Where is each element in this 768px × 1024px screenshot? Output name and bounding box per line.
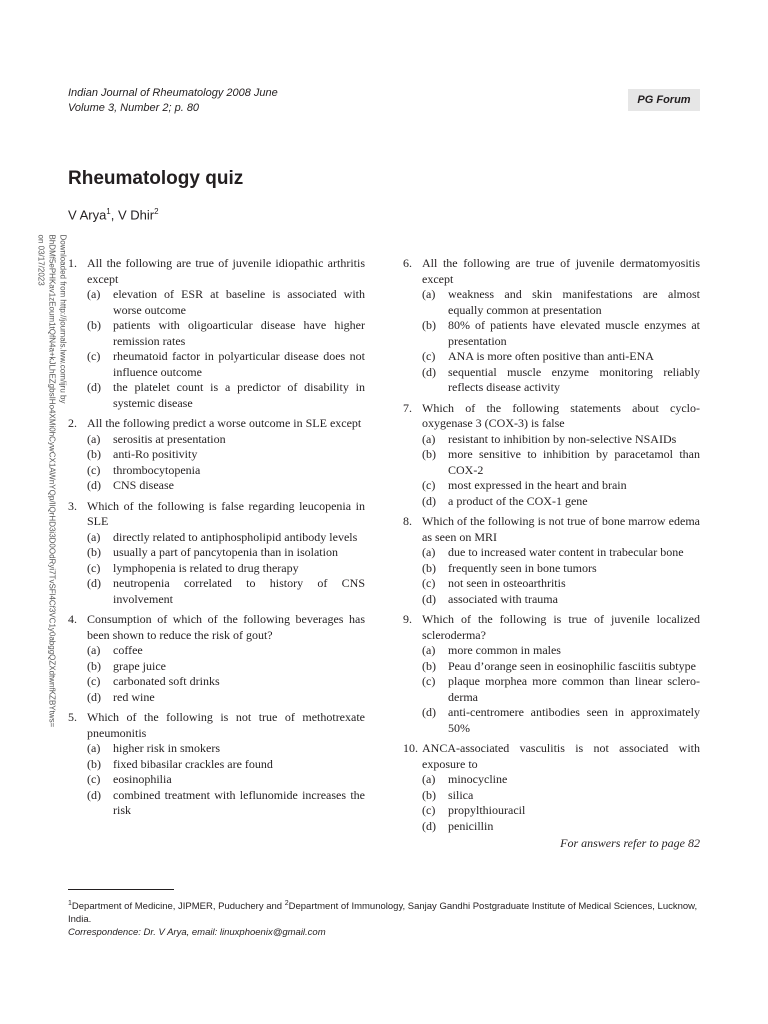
answer-option — [403, 705, 700, 736]
option-text: patients with oligoarticular disease have higher remission rates — [113, 318, 365, 348]
option-label: (d) — [422, 818, 436, 833]
option-label: (b) — [87, 318, 101, 332]
option-label: (b) — [87, 545, 101, 559]
option-label: (a) — [87, 287, 101, 301]
option-label: (d) — [87, 478, 101, 492]
option-text: higher risk in smokers — [113, 741, 220, 755]
quiz-question — [68, 612, 365, 705]
questions-column-right — [403, 256, 700, 839]
affiliation-text: Department of Immunology, Sanjay Gandhi Postgraduate Institute of Medical Sciences, Lucknow, India. — [68, 901, 698, 926]
answer-option — [403, 287, 700, 318]
option-text: usually a part of pancytopenia than in isolation — [113, 545, 338, 559]
affiliation-marker: 1 — [106, 207, 111, 216]
answer-option — [403, 365, 700, 396]
option-label: (b) — [87, 447, 101, 461]
option-label: (a) — [87, 741, 101, 755]
answer-option — [68, 530, 365, 546]
option-text: a product of the COX-1 gene — [448, 493, 588, 508]
answer-option — [68, 318, 365, 349]
option-text: directly related to antiphospholipid antibody levels — [113, 529, 358, 544]
question-text: All the following are true of juvenile dermatomyositis except — [422, 256, 700, 286]
option-label: (d) — [422, 705, 436, 719]
answer-option — [68, 772, 365, 788]
question-number: 9. — [403, 612, 412, 626]
option-text: Peau d’orange seen in eosinophilic fasciitis subtype — [448, 658, 696, 673]
option-text: due to increased water content in trabecular bone — [448, 545, 684, 559]
option-text: red wine — [113, 689, 155, 704]
question-number: 1. — [68, 256, 77, 270]
option-label: (a) — [87, 431, 101, 446]
question-number: 7. — [403, 400, 412, 415]
answer-option — [403, 659, 700, 675]
question-text: Which of the following is true of juvenile localized scleroderma? — [422, 612, 700, 642]
option-text: weakness and skin manifestations are almost equally common at presentation — [448, 287, 700, 317]
question-text: All the following are true of juvenile idiopathic arthritis except — [87, 256, 365, 286]
option-label: (c) — [87, 560, 101, 575]
option-text: more common in males — [448, 643, 561, 657]
option-text: thrombocytopenia — [113, 462, 201, 477]
option-label: (d) — [422, 493, 436, 508]
journal-volume-line: Volume 3, Number 2; p. 80 — [68, 102, 200, 114]
option-text: resistant to inhibition by non-selective NSAIDs — [448, 431, 677, 446]
option-label: (a) — [422, 431, 436, 446]
answer-option — [403, 349, 700, 365]
answer-option — [68, 349, 365, 380]
answer-option — [68, 643, 365, 659]
option-text: rheumatoid factor in polyarticular disease does not influence outcome — [113, 349, 365, 379]
option-label: (c) — [422, 478, 436, 492]
question-stem — [403, 401, 700, 432]
option-text: ANA is more often positive than anti-ENA — [448, 349, 654, 363]
author-name: V Arya — [68, 207, 107, 223]
answer-option — [403, 478, 700, 494]
answer-option — [68, 432, 365, 448]
question-number: 8. — [403, 514, 412, 528]
option-text: grape juice — [113, 658, 166, 673]
answer-option — [68, 463, 365, 479]
option-label: (b) — [422, 560, 436, 575]
answer-option — [403, 788, 700, 804]
answer-option — [68, 674, 365, 690]
option-text: plaque morphea more common than linear sclero-derma — [448, 674, 700, 704]
option-text: anti-Ro positivity — [113, 447, 198, 461]
option-label: (b) — [422, 318, 436, 332]
quiz-question — [68, 710, 365, 819]
answer-option — [403, 432, 700, 448]
quiz-question — [68, 499, 365, 608]
option-text: silica — [448, 787, 474, 802]
question-number: 2. — [68, 416, 77, 430]
option-label: (c) — [422, 803, 436, 817]
answer-option — [68, 561, 365, 577]
answer-option — [403, 819, 700, 835]
option-text: sequential muscle enzyme monitoring reliably reflects disease activity — [448, 364, 700, 394]
option-text: eosinophilia — [113, 772, 172, 786]
quiz-question — [403, 612, 700, 736]
option-label: (c) — [422, 576, 436, 590]
option-label: (d) — [87, 787, 101, 802]
option-text: associated with trauma — [448, 591, 558, 606]
answer-option — [403, 592, 700, 608]
question-number: 4. — [68, 612, 77, 626]
question-text: All the following predict a worse outcome in SLE except — [87, 416, 362, 430]
answer-option — [403, 447, 700, 478]
option-text: more sensitive to inhibition by paracetamol than COX-2 — [448, 447, 700, 477]
option-text: not seen in osteoarthritis — [448, 576, 566, 590]
option-text: CNS disease — [113, 478, 174, 492]
answer-option — [68, 757, 365, 773]
option-label: (d) — [87, 576, 101, 590]
option-text: combined treatment with leflunomide increases the risk — [113, 787, 365, 817]
option-label: (b) — [87, 756, 101, 771]
option-label: (a) — [422, 545, 436, 559]
option-label: (a) — [422, 643, 436, 657]
answer-option — [68, 576, 365, 607]
answer-option — [68, 788, 365, 819]
quiz-question — [403, 741, 700, 834]
author-separator: , — [110, 207, 118, 223]
option-label: (c) — [87, 674, 101, 688]
option-text: most expressed in the heart and brain — [448, 478, 627, 492]
option-text: minocycline — [448, 772, 508, 786]
answer-option — [68, 380, 365, 411]
option-text: serositis at presentation — [113, 431, 226, 446]
option-label: (c) — [87, 462, 101, 477]
option-text: coffee — [113, 643, 143, 657]
section-badge: PG Forum — [628, 89, 700, 111]
option-label: (a) — [422, 772, 436, 786]
answer-option — [403, 643, 700, 659]
answer-option — [68, 741, 365, 757]
question-text: Consumption of which of the following beverages has been shown to reduce the risk of gout? — [87, 612, 365, 642]
download-watermark: Downloaded from http://journals.lww.com/ijru by BhDMf5ePHKav1zEoum1tQfN4a+kJLhEZgbsIHo4XMi0hCywCX1AWnYQp/IlQrHD3i3D0OdRyi7TvSFl4Cf3VC1y0abggQZXdtwnfKZBYtws= on 03/17/2023 — [36, 234, 68, 728]
option-label: (d) — [87, 689, 101, 704]
question-text: Which of the following is not true of methotrexate pneumonitis — [87, 710, 365, 740]
answer-option — [403, 674, 700, 705]
option-label: (c) — [87, 349, 101, 363]
question-number: 6. — [403, 256, 412, 270]
question-stem — [68, 256, 365, 287]
answer-option — [403, 545, 700, 561]
quiz-question — [68, 256, 365, 411]
question-text: Which of the following is false regarding leucopenia in SLE — [87, 498, 365, 528]
option-label: (b) — [87, 658, 101, 673]
option-label: (a) — [87, 529, 101, 544]
option-label: (c) — [422, 349, 436, 363]
quiz-question — [403, 256, 700, 396]
answer-option — [68, 690, 365, 706]
answer-option — [68, 659, 365, 675]
option-label: (b) — [422, 447, 436, 461]
question-stem — [68, 499, 365, 530]
option-label: (a) — [422, 287, 436, 301]
journal-citation — [68, 86, 278, 116]
option-label: (d) — [422, 591, 436, 606]
author-name: V Dhir — [117, 207, 155, 223]
answer-option — [403, 561, 700, 577]
answer-option — [403, 803, 700, 819]
answer-option — [68, 478, 365, 494]
authors — [68, 207, 159, 222]
option-label: (d) — [422, 364, 436, 379]
option-label: (b) — [422, 787, 436, 802]
answers-reference: For answers refer to page 82 — [560, 836, 700, 850]
correspondence: Correspondence: Dr. V Arya, email: linuxphoenix@gmail.com — [68, 927, 326, 939]
quiz-question — [403, 401, 700, 510]
question-text: Which of the following statements about cyclo-oxygenase 3 (COX-3) is false — [422, 400, 700, 430]
question-stem — [403, 741, 700, 772]
answer-option — [68, 287, 365, 318]
option-label: (b) — [422, 658, 436, 673]
affiliation-marker: 2 — [284, 900, 289, 907]
question-number: 5. — [68, 710, 77, 724]
journal-title-line: Indian Journal of Rheumatology 2008 June — [68, 87, 278, 99]
option-label: (c) — [422, 674, 436, 688]
questions-column-left — [68, 256, 365, 824]
question-text: ANCA-associated vasculitis is not associated with exposure to — [422, 741, 700, 771]
option-text: anti-centromere antibodies seen in approximately 50% — [448, 705, 700, 735]
answer-option — [68, 545, 365, 561]
option-text: carbonated soft drinks — [113, 674, 220, 688]
option-label: (a) — [87, 643, 101, 657]
affiliation-text: Department of Medicine, JIPMER, Puduchery and — [71, 901, 285, 913]
footnote-rule — [68, 889, 174, 890]
answer-option — [403, 318, 700, 349]
quiz-question — [403, 514, 700, 607]
answer-option — [403, 494, 700, 510]
question-stem — [403, 256, 700, 287]
answer-option — [403, 576, 700, 592]
option-text: neutropenia correlated to history of CNS involvement — [113, 576, 365, 606]
option-text: fixed bibasilar crackles are found — [113, 756, 273, 771]
option-text: 80% of patients have elevated muscle enzymes at presentation — [448, 318, 700, 348]
question-stem — [403, 514, 700, 545]
option-text: lymphopenia is related to drug therapy — [113, 560, 299, 575]
question-stem — [68, 612, 365, 643]
answer-option — [403, 772, 700, 788]
article-title: Rheumatology quiz — [68, 168, 244, 189]
option-label: (c) — [87, 772, 101, 786]
question-stem — [68, 416, 365, 432]
affiliation-marker: 2 — [154, 207, 159, 216]
question-stem — [403, 612, 700, 643]
option-text: penicillin — [448, 818, 494, 833]
option-text: elevation of ESR at baseline is associated with worse outcome — [113, 287, 365, 317]
option-text: propylthiouracil — [448, 803, 526, 817]
question-text: Which of the following is not true of bone marrow edema as seen on MRI — [422, 514, 700, 544]
question-number: 3. — [68, 498, 77, 513]
option-text: frequently seen in bone tumors — [448, 560, 597, 575]
option-text: the platelet count is a predictor of disability in systemic disease — [113, 380, 365, 410]
footnote — [68, 897, 702, 939]
quiz-question — [68, 416, 365, 494]
answer-option — [68, 447, 365, 463]
option-label: (d) — [87, 380, 101, 394]
affiliation-marker: 1 — [68, 900, 72, 907]
affiliations — [68, 897, 702, 926]
question-stem — [68, 710, 365, 741]
question-number: 10. — [403, 741, 418, 755]
